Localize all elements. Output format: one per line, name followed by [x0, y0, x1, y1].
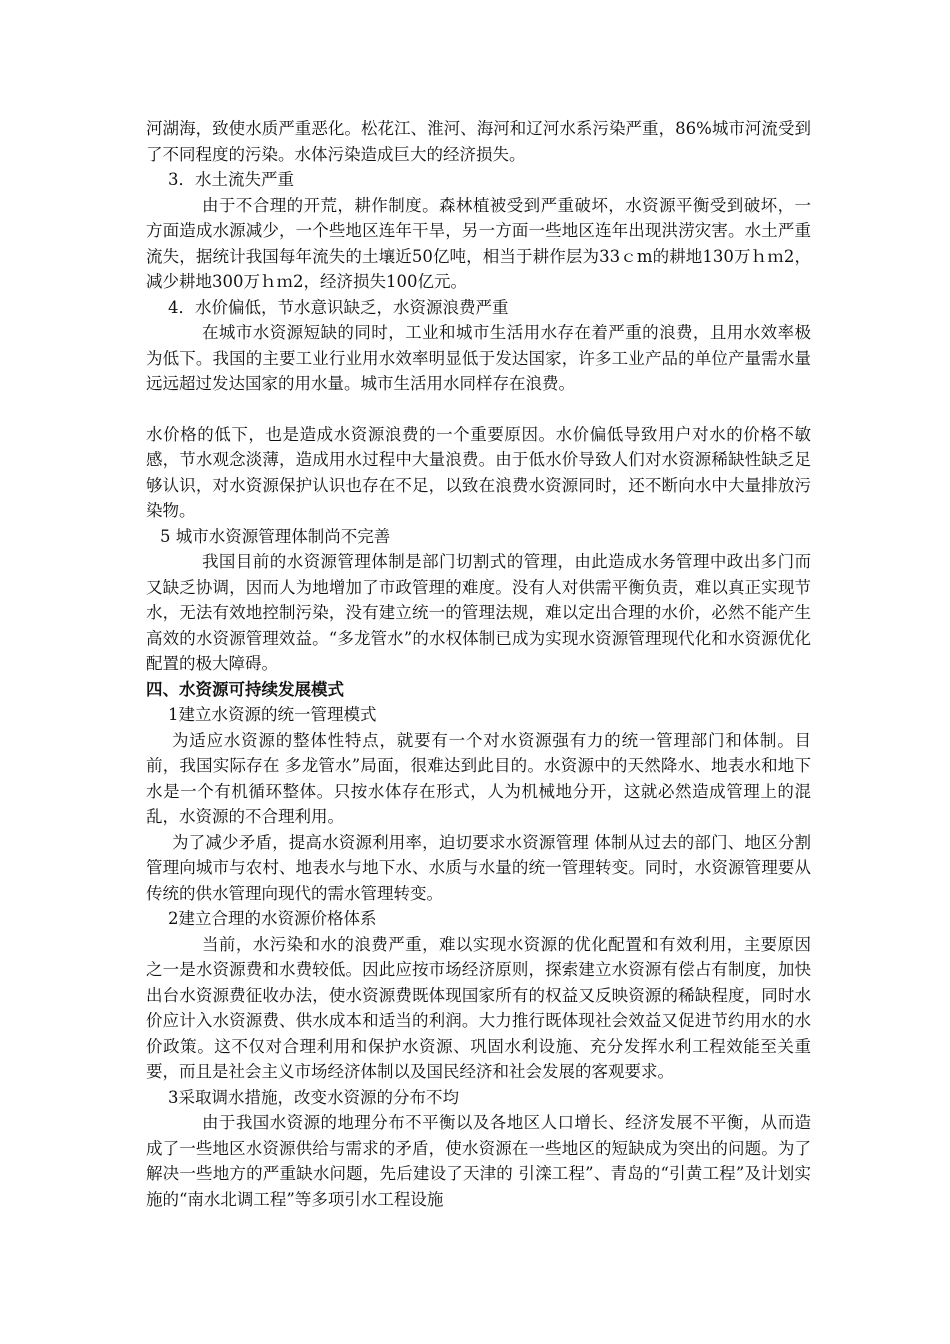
- paragraph-management-system: 我国目前的水资源管理体制是部门切割式的管理，由此造成水务管理中政出多门而又缺乏协调，因而人为地增加了市政管理的难度。没有人对供需平衡负责，难以真正实现节水，无法有效地控制污染，没有建立统一的管理法规，难以定出合理的水价，必然不能产生高效的水资源管理效益。“多龙管水”的水权体制已成为实现水资源管理现代化和水资源优化配置的极大障碍。: [146, 552, 811, 673]
- paragraph-management-reform: 为了减少矛盾，提高水资源利用率，迫切要求水资源管理 体制从过去的部门、地区分割管理向城市与农村、地表水与地下水、水质与水量的统一管理转变。同时，水资源管理要从传统的供水管理向现代的需水管理转变。: [146, 832, 811, 903]
- paragraph-water-transfer: 由于我国水资源的地理分布不平衡以及各地区人口增长、经济发展不平衡，从而造成了一些地区水资源供给与需求的矛盾，使水资源在一些地区的短缺成为突出的问题。为了解决一些地方的严重缺水问题，先后建设了天津的 引滦工程”、青岛的“引黄工程”及计划实施的“南水北调工程”等多项引水工程设施: [146, 1113, 811, 1209]
- subheading-price-system: 2建立合理的水资源价格体系: [168, 909, 377, 928]
- subheading-soil-erosion: 3．水土流失严重: [168, 170, 294, 189]
- subheading-management-system: 5 城市水资源管理体制尚不完善: [160, 526, 391, 546]
- section-heading-sustainable-model: 四、水资源可持续发展模式: [146, 679, 344, 699]
- paragraph-soil-erosion: 由于不合理的开荒，耕作制度。森林植被受到严重破坏，水资源平衡受到破坏，一方面造成水源减少，一个些地区连年干旱，另一方面一些地区连年出现洪涝灾害。水土严重流失，据统计我国每年流失的土壤近50亿吨，相当于耕作层为33ｃm的耕地130万ｈｍ2，减少耕地300万ｈｍ2，经济损失100亿元。: [146, 195, 811, 291]
- document-body: [146, 116, 811, 1212]
- paragraph-water-waste: 在城市水资源短缺的同时，工业和城市生活用水存在着严重的浪费，且用水效率极为低下。我国的主要工业行业用水效率明显低于发达国家，许多工业产品的单位产量需水量远远超过发达国家的用水量。城市生活用水同样存在浪费。: [146, 323, 811, 393]
- paragraph-water-pollution-cont: 河湖海，致使水质严重恶化。松花江、淮河、海河和辽河水系污染严重，86%城市河流受到了不同程度的污染。水体污染造成巨大的经济损失。: [146, 119, 811, 164]
- subheading-unified-management: 1建立水资源的统一管理模式: [168, 705, 377, 724]
- paragraph-water-price-effect: 水价格的低下，也是造成水资源浪费的一个重要原因。水价偏低导致用户对水的价格不敏感，节水观念淡薄，造成用水过程中大量浪费。由于低水价导致人们对水资源稀缺性缺乏足够认识，对水资源保护认识也存在不足，以致在浪费水资源同时，还不断向水中大量排放污染物。: [146, 424, 811, 520]
- subheading-low-water-price: 4．水价偏低，节水意识缺乏，水资源浪费严重: [168, 297, 509, 317]
- paragraph-unified-management: 为适应水资源的整体性特点，就要有一个对水资源强有力的统一管理部门和体制。目前，我国实际存在 多龙管水”局面，很难达到此目的。水资源中的天然降水、地表水和地下水是一个有机循环整体。只按水体存在形式，人为机械地分开，这就必然造成管理上的混乱，水资源的不合理利用。: [146, 730, 811, 826]
- subheading-water-transfer: 3采取调水措施，改变水资源的分布不均: [168, 1087, 459, 1107]
- paragraph-gap: [146, 397, 811, 422]
- paragraph-price-system: 当前，水污染和水的浪费严重，难以实现水资源的优化配置和有效利用，主要原因之一是水资源费和水费较低。因此应按市场经济原则，探索建立水资源有偿占有制度，加快出台水资源费征收办法，使水资源费既体现国家所有的权益又反映资源的稀缺程度，同时水价应计入水资源费、供水成本和适当的利润。大力推行既体现社会效益又促进节约用水的水价政策。这不仅对合理利用和保护水资源、巩固水利设施、充分发挥水利工程效能至关重要，而且是社会主义市场经济体制以及国民经济和社会发展的客观要求。: [146, 934, 811, 1081]
